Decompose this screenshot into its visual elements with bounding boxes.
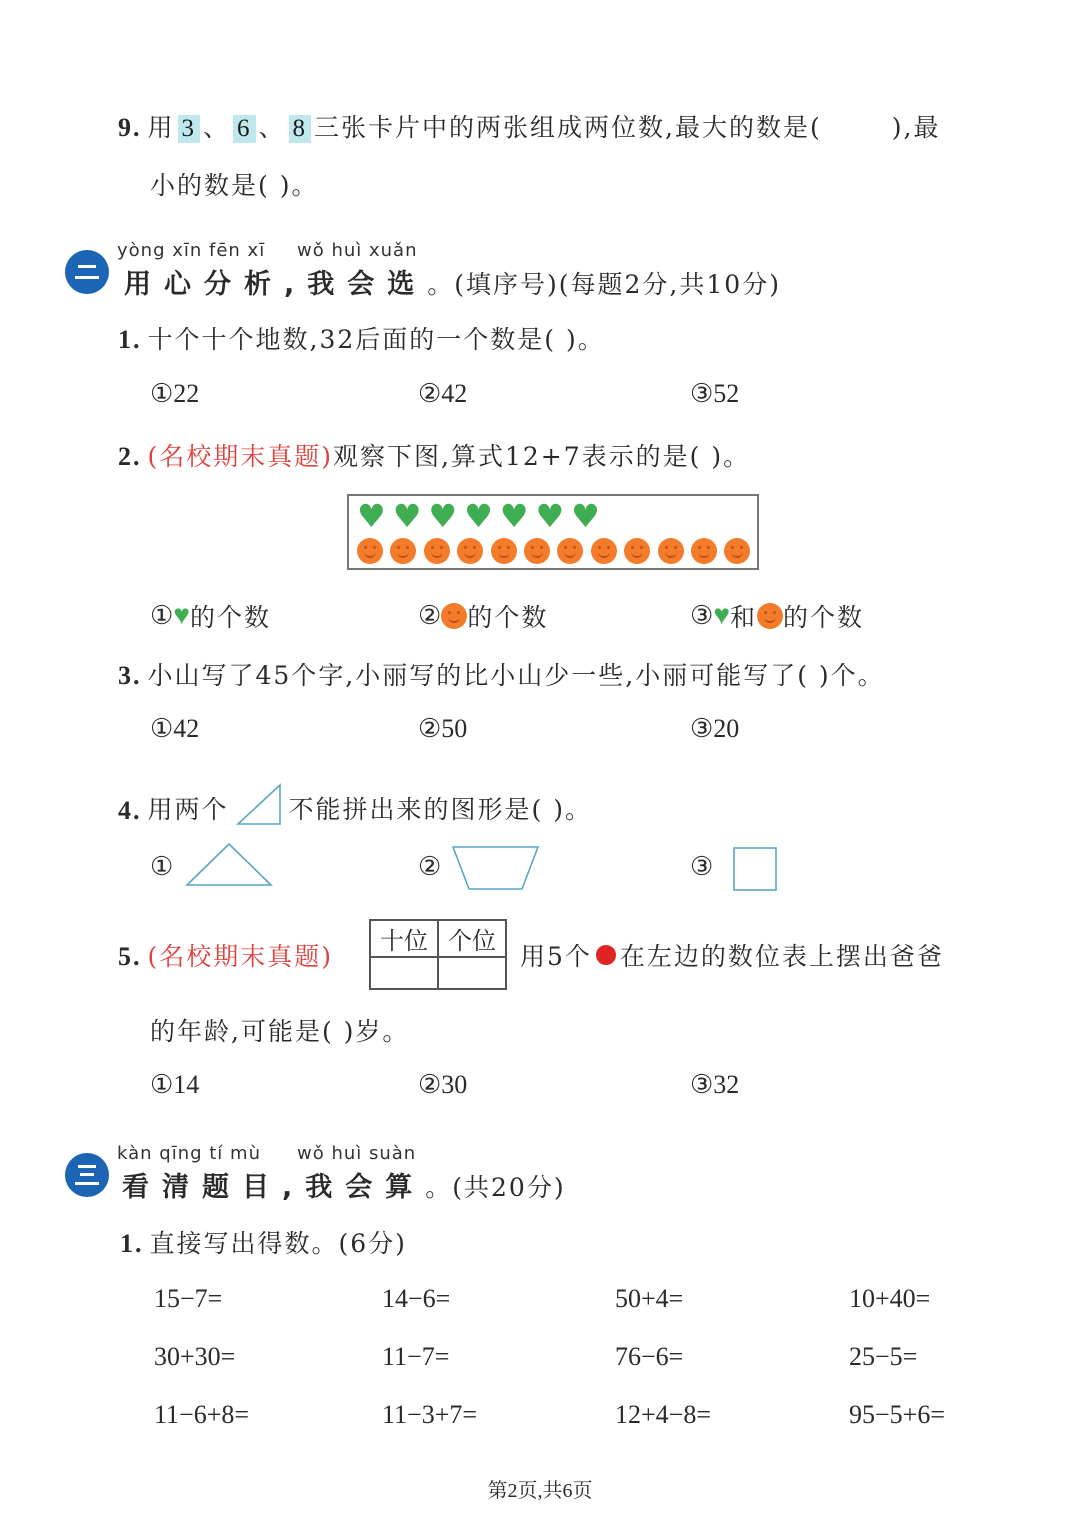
- isosceles-triangle-shape: [184, 840, 274, 888]
- s2-q4-pre: 用两个: [147, 795, 229, 824]
- tens-cell[interactable]: [370, 957, 438, 989]
- smile-row: [357, 538, 750, 564]
- section-2-heading: [124, 262, 781, 301]
- s2-q1-number: 1.: [118, 325, 142, 354]
- heart-icon: ♥: [392, 497, 422, 535]
- s2-q4-post: 不能拼出来的图形是( )。: [288, 795, 592, 824]
- smiley-icon: [591, 538, 617, 564]
- section-3-title-2: 我会算: [305, 1172, 426, 1203]
- calc-item[interactable]: 30+30=: [154, 1342, 236, 1371]
- card-8: 8: [289, 115, 312, 143]
- s2-q1: [118, 320, 605, 356]
- smiley-icon: [441, 603, 467, 629]
- smiley-icon: [757, 603, 783, 629]
- s3-q1-number: 1.: [120, 1229, 144, 1258]
- option-text: 的个数: [467, 605, 549, 632]
- calc-item[interactable]: 50+4=: [615, 1284, 684, 1313]
- s2-q5-option-3[interactable]: ③32: [690, 1070, 740, 1099]
- place-value-table: [369, 919, 507, 990]
- s2-q2-text: 观察下图,算式12+7表示的是( )。: [333, 442, 751, 471]
- s2-q5-line2: 的年龄,可能是( )岁。: [150, 1017, 410, 1046]
- q9-line2: 小的数是( )。: [150, 171, 319, 200]
- s2-q3-option-1[interactable]: ①42: [150, 714, 200, 743]
- s2-q2-number: 2.: [118, 442, 142, 471]
- calc-item[interactable]: 10+40=: [849, 1284, 931, 1313]
- s2-q2-option-2[interactable]: [418, 598, 548, 634]
- smiley-icon: [390, 538, 416, 564]
- section-3-pinyin-2: wǒ huì suàn: [297, 1143, 417, 1164]
- calc-item[interactable]: 76−6=: [615, 1342, 684, 1371]
- section-2-title-2: 我会选: [307, 269, 428, 300]
- s2-q5-text: [520, 937, 944, 973]
- option-text: 的个数: [189, 605, 271, 632]
- s2-q3: [118, 656, 885, 692]
- s2-q4-option-3-marker[interactable]: ③: [690, 852, 714, 881]
- heart-icon: ♥: [571, 497, 600, 535]
- s2-q1-option-3[interactable]: ③52: [690, 379, 740, 408]
- heart-icon: ♥: [173, 600, 190, 631]
- square-shape: [732, 846, 778, 892]
- red-dot-icon: [596, 945, 616, 965]
- calc-item[interactable]: 15−7=: [154, 1284, 223, 1313]
- s2-q4-option-2-marker[interactable]: ②: [418, 852, 442, 881]
- s2-q3-number: 3.: [118, 661, 142, 690]
- s2-q1-option-1[interactable]: ①22: [150, 379, 200, 408]
- option-text: 和: [729, 605, 757, 632]
- s2-q3-option-3[interactable]: ③20: [690, 714, 740, 743]
- calc-item[interactable]: 14−6=: [382, 1284, 451, 1313]
- heart-icon: ♥: [464, 497, 493, 535]
- ones-cell[interactable]: [438, 957, 506, 989]
- heart-icon: ♥: [499, 497, 529, 535]
- s2-q1-option-2[interactable]: ②42: [418, 379, 468, 408]
- section-3-badge: [65, 1153, 109, 1197]
- q9-mid: 三张卡片中的两张组成两位数,最大的数是(: [314, 113, 822, 142]
- section-2-pinyin-1: yòng xīn fēn xī: [117, 240, 266, 261]
- section-3-numeral-icon: [74, 1164, 100, 1186]
- section-2-pinyin-2: wǒ huì xuǎn: [297, 240, 418, 261]
- exam-tag: (名校期末真题): [147, 942, 334, 971]
- section-3-note: 。(共20分): [425, 1173, 566, 1202]
- separator: 、: [258, 113, 286, 142]
- tens-header: 十位: [370, 920, 438, 957]
- s2-q5-text-post: 在左边的数位表上摆出爸爸: [619, 942, 944, 971]
- heart-row: [357, 497, 600, 535]
- smiley-icon: [557, 538, 583, 564]
- s2-q2-option-3[interactable]: [690, 598, 864, 634]
- s3-q1-text: 直接写出得数。(6分): [149, 1229, 407, 1258]
- q9-line1: [118, 108, 940, 144]
- calc-item[interactable]: 11−6+8=: [154, 1400, 250, 1429]
- s2-q5-text-pre: 用5个: [520, 942, 592, 971]
- separator: 、: [203, 113, 231, 142]
- q9-number: 9.: [118, 113, 142, 142]
- heart-icon: ♥: [713, 600, 730, 631]
- option-marker: ③: [690, 601, 714, 630]
- hearts-smiles-picture: [347, 494, 759, 570]
- calc-item[interactable]: 25−5=: [849, 1342, 918, 1371]
- s2-q2: [118, 437, 750, 473]
- heart-icon: ♥: [357, 497, 386, 535]
- calc-item[interactable]: 11−7=: [382, 1342, 450, 1371]
- trapezoid-shape: [450, 844, 542, 892]
- heart-icon: ♥: [428, 497, 458, 535]
- section-3-comma: ,: [282, 1172, 306, 1203]
- s2-q5-label: [118, 937, 333, 973]
- q9-end: ),最: [891, 113, 941, 142]
- smiley-icon: [424, 538, 450, 564]
- card-3: 3: [178, 115, 201, 143]
- smiley-icon: [357, 538, 383, 564]
- s2-q5-option-2[interactable]: ②30: [418, 1070, 468, 1099]
- smiley-icon: [724, 538, 750, 564]
- section-2-comma: ,: [284, 269, 308, 300]
- smiley-icon: [691, 538, 717, 564]
- s2-q1-text: 十个十个地数,32后面的一个数是( )。: [147, 325, 605, 354]
- section-2-numeral-icon: [74, 263, 100, 281]
- s2-q3-text: 小山写了45个字,小丽写的比小山少一些,小丽可能写了( )个。: [147, 661, 885, 690]
- smiley-icon: [658, 538, 684, 564]
- s3-q1: [120, 1224, 407, 1260]
- s2-q2-option-1[interactable]: [150, 598, 271, 634]
- option-marker: ①: [150, 601, 174, 630]
- s2-q4-number: 4.: [118, 796, 142, 825]
- option-text: 的个数: [782, 605, 864, 632]
- s2-q5-option-1[interactable]: ①14: [150, 1070, 200, 1099]
- section-3-heading: [122, 1165, 566, 1204]
- exam-tag: (名校期末真题): [147, 442, 334, 471]
- smiley-icon: [457, 538, 483, 564]
- section-2-title: 用心分析: [124, 269, 284, 300]
- s2-q4: [118, 782, 592, 826]
- section-3-title: 看清题目: [122, 1172, 282, 1203]
- s2-q3-option-2[interactable]: ②50: [418, 714, 468, 743]
- section-3-pinyin-1: kàn qīng tí mù: [117, 1143, 261, 1164]
- smiley-icon: [624, 538, 650, 564]
- q9-pre: 用: [147, 113, 175, 142]
- s2-q5-number: 5.: [118, 942, 142, 971]
- section-2-note: 。(填序号)(每题2分,共10分): [427, 270, 781, 299]
- section-2-badge: [65, 250, 109, 294]
- page-footer: 第2页,共6页: [487, 1480, 593, 1502]
- ones-header: 个位: [438, 920, 506, 957]
- smiley-icon: [524, 538, 550, 564]
- calc-item[interactable]: 95−5+6=: [849, 1400, 945, 1429]
- option-marker: ②: [418, 601, 442, 630]
- card-6: 6: [233, 115, 256, 143]
- s2-q4-option-1-marker[interactable]: ①: [150, 852, 174, 881]
- calc-item[interactable]: 12+4−8=: [615, 1400, 711, 1429]
- calc-item[interactable]: 11−3+7=: [382, 1400, 478, 1429]
- right-triangle-icon: [235, 782, 283, 826]
- heart-icon: ♥: [535, 497, 565, 535]
- smiley-icon: [491, 538, 517, 564]
